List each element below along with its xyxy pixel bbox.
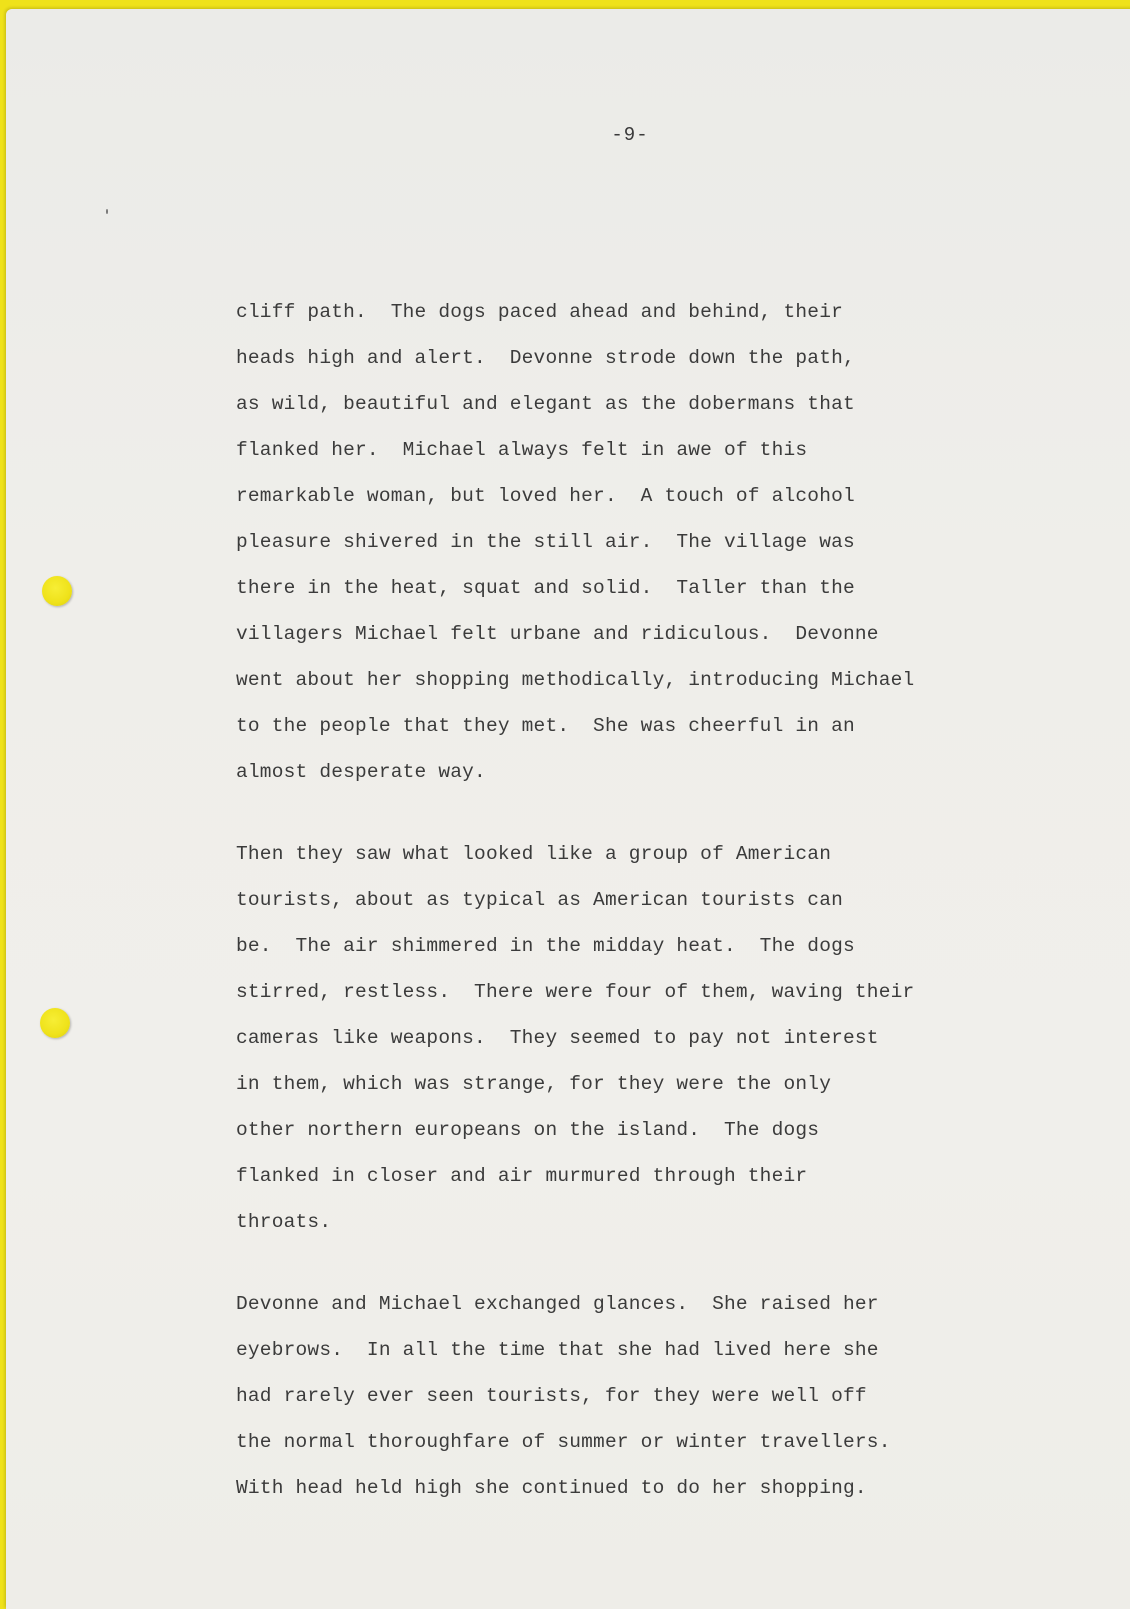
text-line: pleasure shivered in the still air. The village was [236,531,855,553]
text-line: went about her shopping methodically, introducing Michael [236,669,915,691]
text-line: remarkable woman, but loved her. A touch of alcohol [236,485,855,507]
text-line: Devonne and Michael exchanged glances. She raised her [236,1293,879,1315]
text-line: to the people that they met. She was cheerful in an [236,715,855,737]
text-line: other northern europeans on the island. The dogs [236,1119,820,1141]
text-line: villagers Michael felt urbane and ridiculous. Devonne [236,623,879,645]
text-line: throats. [236,1211,332,1233]
paper-speck [106,209,108,214]
text-line: in them, which was strange, for they were the only [236,1073,832,1095]
text-line: flanked in closer and air murmured through their [236,1165,808,1187]
text-line: tourists, about as typical as American tourists can [236,889,843,911]
text-line: be. The air shimmered in the midday heat. The dogs [236,935,855,957]
text-line: cameras like weapons. They seemed to pay not interest [236,1027,879,1049]
text-line: had rarely ever seen tourists, for they were well off [236,1385,867,1407]
text-line: heads high and alert. Devonne strode down the path, [236,347,855,369]
text-line: stirred, restless. There were four of them, waving their [236,981,915,1003]
text-line: flanked her. Michael always felt in awe of this [236,439,808,461]
text-line: eyebrows. In all the time that she had lived here she [236,1339,879,1361]
text-line: there in the heat, squat and solid. Taller than the [236,577,855,599]
binder-hole-icon [42,576,72,606]
text-line: Then they saw what looked like a group of American [236,843,832,865]
binder-hole-icon [40,1008,70,1038]
paragraph-2 [236,831,1076,1245]
paragraph-3 [236,1281,1076,1511]
text-line: With head held high she continued to do her shopping. [236,1477,867,1499]
page-number: -9- [611,124,649,146]
text-line: almost desperate way. [236,761,486,783]
paragraph-1 [236,289,1076,795]
text-line: as wild, beautiful and elegant as the dobermans that [236,393,855,415]
text-line: cliff path. The dogs paced ahead and behind, their [236,301,843,323]
typewritten-page [6,9,1130,1609]
text-line: the normal thoroughfare of summer or winter travellers. [236,1431,891,1453]
